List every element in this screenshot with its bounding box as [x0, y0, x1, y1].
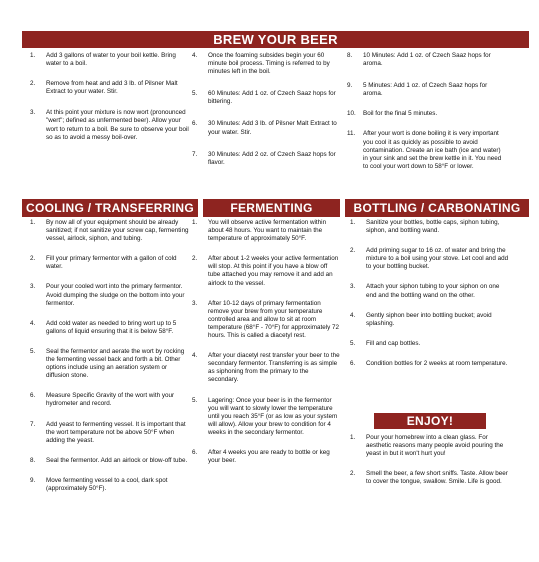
list-item: 1. By now all of your equipment should be already sanitized; if not sanitize your screw cap, fermenting vessel, airlock, siphon, and tubing.: [30, 219, 189, 243]
list-item: 4. After your diacetyl rest transfer your beer to the secondary fermentor. Transferring is as simple as siphoning from the primary to the secondary.: [192, 352, 340, 384]
list-item: 9. 5 Minutes: Add 1 oz. of Czech Saaz hops for aroma.: [347, 82, 488, 98]
list-item: 6. Measure Specific Gravity of the wort with your hydrometer and record.: [30, 392, 175, 408]
list-item: 5. Lagering: Once your beer is in the fermentor you will want to slowly lower the temperature until you reach 35°F (or as low as your system will allow). Allow your brew to condition for 4 weeks in the secondary fermentor.: [192, 396, 338, 436]
brew-banner: [22, 31, 529, 48]
fermenting-title: FERMENTING: [230, 201, 313, 215]
list-item: 2. Fill your primary fermentor with a gallon of cold water.: [30, 255, 177, 271]
brew-column-1: [30, 52, 190, 142]
list-item: 4. Gently siphon beer into bottling bucket; avoid splashing.: [350, 311, 492, 327]
list-item: 6. Condition bottles for 2 weeks at room temperature.: [350, 359, 508, 367]
brew-column-2: [192, 52, 342, 167]
cooling-banner: [22, 199, 198, 217]
enjoy-title: ENJOY!: [406, 414, 454, 428]
cooling-column: [30, 219, 190, 493]
brew-title: BREW YOUR BEER: [213, 32, 338, 47]
list-item: 5. 60 Minutes: Add 1 oz. of Czech Saaz hops for bittering.: [192, 90, 336, 106]
list-item: 5. Seal the fermentor and aerate the wort by rocking the fermenting vessel back and forth a bit. Other options include using an aeration system or diffusion stone.: [30, 347, 185, 380]
list-item: 8. 10 Minutes: Add 1 oz. of Czech Saaz hops for aroma.: [347, 52, 491, 68]
bottling-column: [350, 219, 510, 368]
cooling-title: COOLING / TRANSFERRING: [26, 201, 194, 215]
list-item: 5. Fill and cap bottles.: [350, 339, 421, 347]
list-item: 4. Once the foaming subsides begin your 60 minute boil process. Timing is referred to by minutes left in the boil.: [192, 52, 330, 76]
fermenting-column: [192, 219, 340, 465]
fermenting-banner: [203, 199, 340, 217]
list-item: 3. After 10-12 days of primary fermentation remove your brew from your temperature controlled area and allow to sit at room temperature (68°F - 70°F) for approximately 72 hours. This is called a diacetyl rest.: [192, 299, 340, 340]
list-item: 1. You will observe active fermentation within about 48 hours. You want to maintain the temperature of approximately 50°F.: [192, 219, 327, 243]
enjoy-banner: [374, 413, 486, 429]
list-item: 10. Boil for the final 5 minutes.: [347, 110, 438, 118]
list-item: 2. Add priming sugar to 16 oz. of water and bring the mixture to a boil using your stove. Let cool and add to your bottling bucket.: [350, 247, 509, 271]
list-item: 2. Smell the beer, a few short sniffs. Taste. Allow beer to cover the tongue, swallow. Smile. Life is good.: [350, 470, 508, 486]
list-item: 11. After your wort is done boiling it is very important you cool it as quickly as possible to avoid contamination. Create an ice bath (ice and water) in your sink and set the brew kettle in it. You need to cool your wort down to 58°F or lower.: [347, 130, 502, 170]
bottling-title: BOTTLING / CARBONATING: [353, 201, 521, 215]
list-item: 6. 30 Minutes: Add 3 lb. of Pilsner Malt Extract to your water. Stir.: [192, 120, 337, 136]
list-item: 1. Sanitize your bottles, bottle caps, siphon tubing, siphon, and bottling wand.: [350, 219, 500, 235]
list-item: 3. At this point your mixture is now wort (pronounced "wert"; defined as unfermented beer). Allow your wort to return to a boil. Be sure to observe your boil so as to avoid a messy boil-over.: [30, 109, 189, 141]
list-item: 9. Move fermenting vessel to a cool, dark spot (approximately 50°F).: [30, 476, 168, 492]
list-item: 7. 30 Minutes: Add 2 oz. of Czech Saaz hops for flavor.: [192, 150, 336, 166]
list-item: 4. Add cold water as needed to bring wort up to 5 gallons of liquid ensuring that it is below 58°F.: [30, 319, 177, 335]
list-item: 1. Pour your homebrew into a clean glass. For aesthetic reasons many people avoid pouring the yeast in but it won't hurt you!: [350, 434, 504, 458]
list-item: 3. Attach your siphon tubing to your siphon on one end and the bottling wand on the other.: [350, 283, 500, 299]
list-item: 7. Add yeast to fermenting vessel. It is important that the wort temperature not be above 50°F when adding the yeast.: [30, 420, 186, 444]
list-item: 2. After about 1-2 weeks your active fermentation will stop. At this point if you have a blow off tube attached you may remove it and add an airlock to the vessel.: [192, 255, 339, 287]
brew-column-3: [347, 52, 507, 171]
list-item: 2. Remove from heat and add 3 lb. of Pilsner Malt Extract to your water. Stir.: [30, 80, 178, 96]
bottling-banner: [345, 199, 529, 217]
list-item: 1. Add 3 gallons of water to your boil kettle. Bring water to a boil.: [30, 52, 176, 68]
enjoy-column: [350, 434, 510, 486]
list-item: 6. After 4 weeks you are ready to bottle or keg your beer.: [192, 448, 330, 465]
list-item: 3. Pour your cooled wort into the primary fermentor. Avoid dumping the sludge on the bottom into your fermentor.: [30, 283, 185, 307]
list-item: 8. Seal the fermentor. Add an airlock or blow-off tube.: [30, 456, 188, 464]
